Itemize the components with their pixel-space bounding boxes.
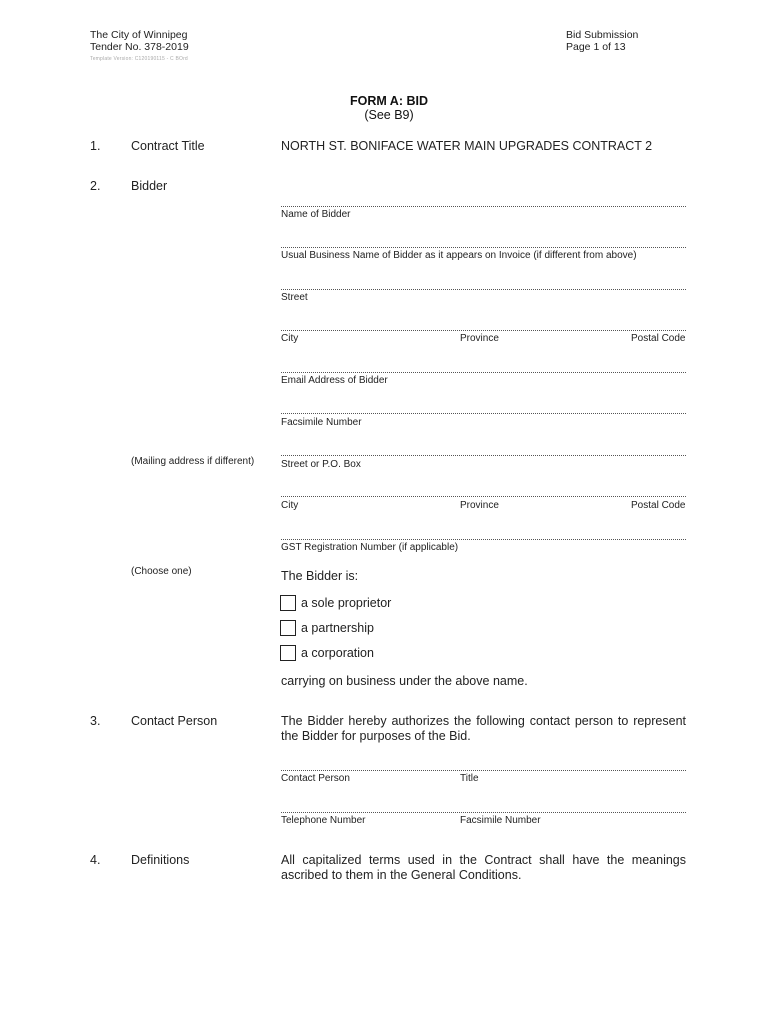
header-tender-number: Tender No. 378-2019 — [90, 41, 189, 53]
section-3-label: Contact Person — [131, 714, 218, 728]
section-4-label: Definitions — [131, 853, 190, 867]
partnership-label: a partnership — [301, 621, 374, 635]
section-1-number: 1. — [90, 139, 101, 153]
bidder-name-caption: Name of Bidder — [281, 209, 351, 220]
sole-proprietor-label: a sole proprietor — [301, 596, 392, 610]
section-3-number: 3. — [90, 714, 101, 728]
province-caption: Province — [460, 333, 499, 344]
mailing-city-caption: City — [281, 500, 299, 511]
choose-one-note: (Choose one) — [131, 566, 192, 577]
telephone-caption: Telephone Number — [281, 815, 366, 826]
email-caption: Email Address of Bidder — [281, 375, 388, 386]
form-subtitle: (See B9) — [364, 108, 414, 122]
gst-field[interactable] — [281, 539, 686, 540]
corporation-checkbox[interactable] — [280, 645, 296, 661]
fax-caption: Facsimile Number — [281, 417, 362, 428]
mailing-street-caption: Street or P.O. Box — [281, 459, 361, 470]
email-field[interactable] — [281, 372, 686, 373]
bidder-name-field[interactable] — [281, 206, 686, 207]
mailing-address-note: (Mailing address if different) — [131, 456, 255, 467]
section-1-label: Contract Title — [131, 139, 205, 153]
definitions-text: All capitalized terms used in the Contract shall have the meanings ascribed to them in the General Conditions. — [281, 853, 686, 882]
mailing-province-caption: Province — [460, 500, 499, 511]
corporation-label: a corporation — [301, 646, 374, 660]
street-caption: Street — [281, 292, 308, 303]
mailing-street-field[interactable] — [281, 455, 686, 456]
header-bid-submission: Bid Submission — [566, 29, 639, 41]
business-name-field[interactable] — [281, 247, 686, 248]
partnership-checkbox[interactable] — [280, 620, 296, 636]
section-2-number: 2. — [90, 179, 101, 193]
contact-title-field[interactable] — [281, 770, 686, 771]
contact-fax-caption: Facsimile Number — [460, 815, 541, 826]
section-4-number: 4. — [90, 853, 101, 867]
mailing-postal-code-caption: Postal Code — [631, 500, 686, 511]
contact-person-text: The Bidder hereby authorizes the following contact person to represent the Bidder for purposes of the Bid. — [281, 714, 686, 743]
street-field[interactable] — [281, 289, 686, 290]
header-page-number: Page 1 of 13 — [566, 41, 626, 53]
contact-phone-fax-field[interactable] — [281, 812, 686, 813]
contact-person-caption: Contact Person — [281, 773, 350, 784]
city-caption: City — [281, 333, 299, 344]
header-city: The City of Winnipeg — [90, 29, 188, 41]
contract-title-value: NORTH ST. BONIFACE WATER MAIN UPGRADES CONTRACT 2 — [281, 139, 653, 153]
fax-field[interactable] — [281, 413, 686, 414]
form-title: FORM A: BID — [350, 94, 428, 108]
header-template-version: Template Version: C120190115 - C BOrd — [90, 56, 188, 62]
sole-proprietor-checkbox[interactable] — [280, 595, 296, 611]
business-name-caption: Usual Business Name of Bidder as it appears on Invoice (if different from above) — [281, 250, 637, 261]
section-2-label: Bidder — [131, 179, 168, 193]
mailing-city-province-postal-field[interactable] — [281, 496, 686, 497]
postal-code-caption: Postal Code — [631, 333, 686, 344]
gst-caption: GST Registration Number (if applicable) — [281, 542, 459, 553]
contact-title-caption: Title — [460, 773, 479, 784]
city-province-postal-field[interactable] — [281, 330, 686, 331]
carrying-on-business-text: carrying on business under the above name. — [281, 674, 528, 688]
bidder-is-label: The Bidder is: — [281, 569, 359, 583]
